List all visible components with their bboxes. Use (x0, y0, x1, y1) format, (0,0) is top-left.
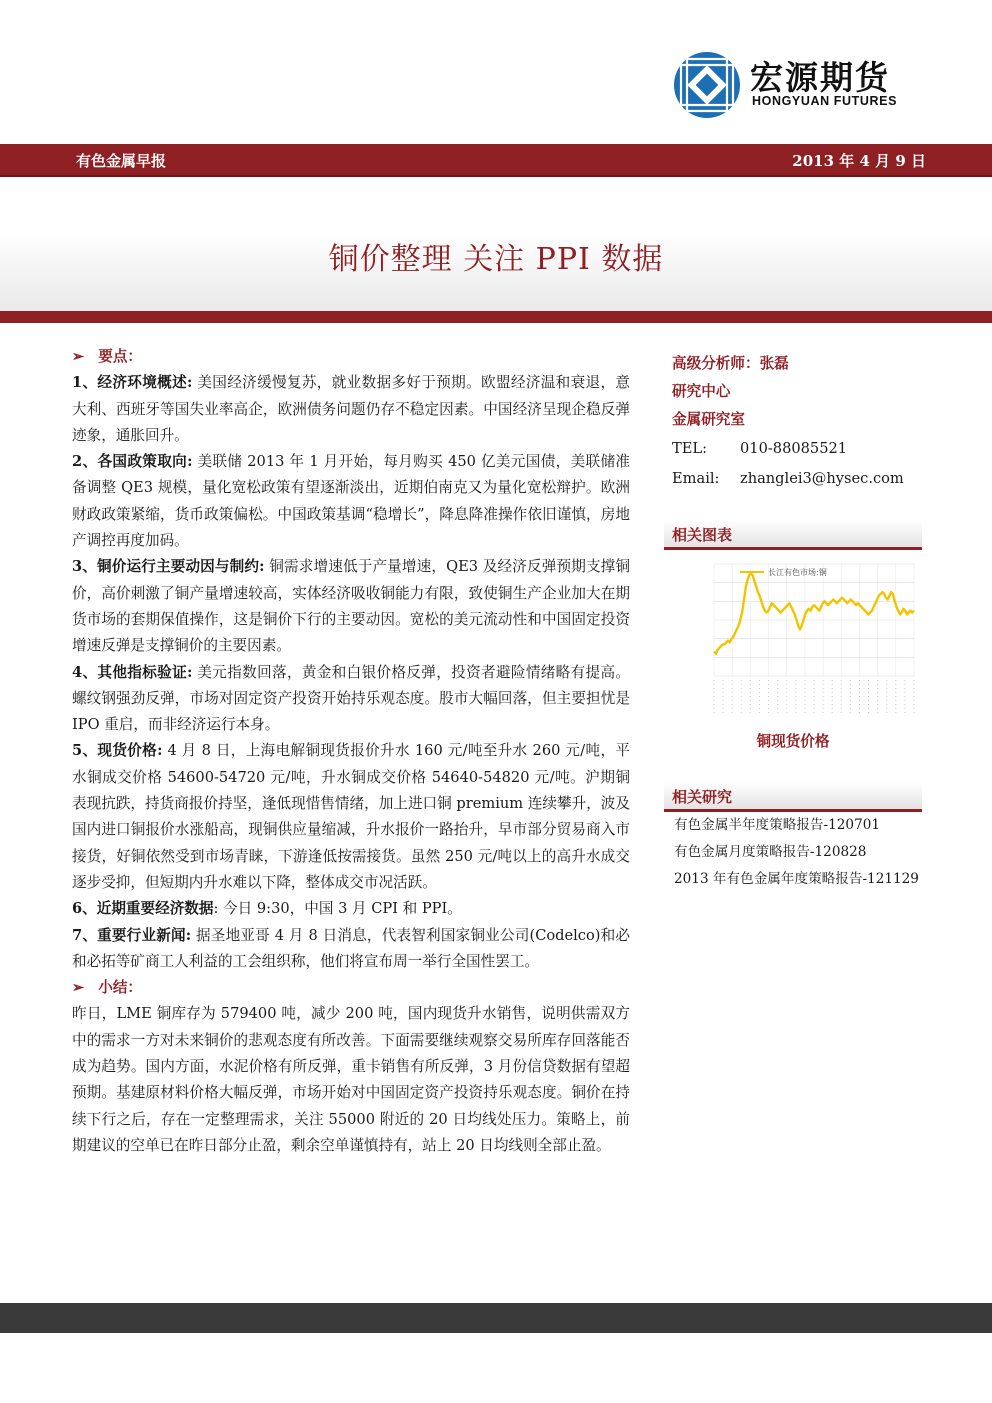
department: 研究中心 (672, 383, 731, 400)
chart-caption: 铜现货价格 (756, 733, 830, 750)
footer-bar (0, 1303, 992, 1333)
key-point-item: 6、近期重要经济数据: 今日 9:30，中国 3 月 CPI 和 PPI。 (72, 900, 462, 918)
title-divider (0, 311, 992, 323)
company-logo (672, 48, 922, 118)
summary-heading: ➢ 小结： (72, 979, 143, 997)
bullet-arrow-icon: ➢ (72, 348, 85, 365)
key-point-item: 4、其他指标验证: 美元指数回落，黄金和白银价格反弹，投资者避险情绪略有提高。螺纹钢强劲反弹，市场对固定资产投资开始持乐观态度。股市大幅回落，但主要担忧是 IPO 重启，而非经济运行本身。 (72, 663, 630, 734)
bullet-arrow-icon: ➢ (72, 979, 85, 997)
email-value[interactable]: zhanglei3@hysec.com (740, 470, 904, 487)
chart-svg (700, 558, 922, 723)
company-name-en: HONGYUAN FUTURES (752, 94, 898, 108)
key-point-item: 5、现货价格: 4 月 8 日，上海电解铜现货报价升水 160 元/吨至升水 260 元/吨，平水铜成交价格 54600-54720 元/吨，升水铜成交价格 54640-54820 元/吨。沪期铜表现抗跌，持货商报价持坚，逢低现惜售情绪，加上进口铜 premium 连续攀升，波及国内进口铜报价水涨船高，现铜供应量缩减，升水报价一路抬升，早市部分贸易商入市接货，好铜依然受到市场青睐，下游逢低按需接货。虽然 250 元/吨以上的高升水成交逐步受抑，但短期内升水难以下降，整体成交市况活跃。 (72, 742, 630, 891)
chart-legend-label: 长江有色市场:铜 (768, 568, 827, 577)
report-type: 有色金属早报 (76, 152, 167, 170)
main-content (72, 344, 630, 1159)
key-point-item: 3、铜价运行主要动因与制约: 铜需求增速低于产量增速，QE3 及经济反弹预期支撑铜价，高价刺激了铜产量增速较高，实体经济吸收铜能力有限，致使铜生产企业加大在期货市场的套期保值操作，这是铜价下行的主要动因。宽松的美元流动性和中国固定投资增速反弹是支撑铜价的主要因素。 (72, 558, 631, 655)
tel-row: TEL: 010-88085521 (672, 440, 848, 457)
key-points-heading: ➢ 要点： (72, 348, 143, 365)
copper-price-chart (700, 558, 922, 723)
hongyuan-logo-icon (672, 50, 742, 120)
page-title: 铜价整理 关注 PPI 数据 (328, 242, 664, 277)
analyst-name: 高级分析师：张磊 (672, 355, 789, 372)
research-item[interactable]: 有色金属半年度策略报告-120701 (674, 817, 881, 833)
office: 金属研究室 (672, 411, 745, 428)
analyst-info (672, 350, 922, 494)
company-name-cn: 宏源期货 (750, 58, 890, 97)
related-research-heading: 相关研究 (664, 782, 922, 812)
key-point-item: 2、各国政策取向: 美联储 2013 年 1 月开始，每月购买 450 亿美元国债，美联储准备调整 QE3 规模，量化宽松政策有望逐渐淡出，近期伯南克又为量化宽松辩护。欧洲财政政策紧缩，货币政策偏松。中国政策基调“稳增长”，降息降准操作依旧谨慎，房地产调控再度加码。 (72, 453, 630, 550)
summary-text: 昨日，LME 铜库存为 579400 吨，减少 200 吨，国内现货升水销售，说明供需双方中的需求一方对未来铜价的悲观态度有所改善。下面需要继续观察交易所库存回落能否成为趋势。国内方面，水泥价格有所反弹，重卡销售有所反弹，3 月份信贷数据有望超预期。基建原材料价格大幅反弹，市场开始对中国固定资产投资持乐观态度。铜价在持续下行之后，存在一定整理需求，关注 55000 附近的 20 日均线处压力。策略上，前期建议的空单已在昨日部分止盈，剩余空单谨慎持有，站上 20 日均线则全部止盈。 (72, 1005, 630, 1154)
related-research-list (674, 812, 924, 893)
report-date: 2013 年 4 月 9 日 (792, 152, 926, 170)
report-header-bar (0, 144, 992, 177)
related-charts-heading: 相关图表 (664, 520, 922, 550)
email-row: Email: zhanglei3@hysec.com (672, 470, 904, 487)
research-item[interactable]: 有色金属月度策略报告-120828 (674, 844, 867, 860)
tel-value: 010-88085521 (740, 440, 848, 457)
research-item[interactable]: 2013 年有色金属年度策略报告-121129 (674, 871, 919, 887)
key-point-item: 7、重要行业新闻: 据圣地亚哥 4 月 8 日消息，代表智利国家铜业公司(Codelco)和必和必拓等矿商工人利益的工会组织称，他们将宣布周一举行全国性罢工。 (72, 926, 631, 970)
chart-series-line (714, 573, 914, 653)
key-point-item: 1、经济环境概述: 美国经济缓慢复苏，就业数据多好于预期。欧盟经济温和衰退，意大利、西班牙等国失业率高企，欧洲债务问题仍存不稳定因素。中国经济呈现企稳反弹迹象，通胀回升。 (72, 374, 630, 444)
